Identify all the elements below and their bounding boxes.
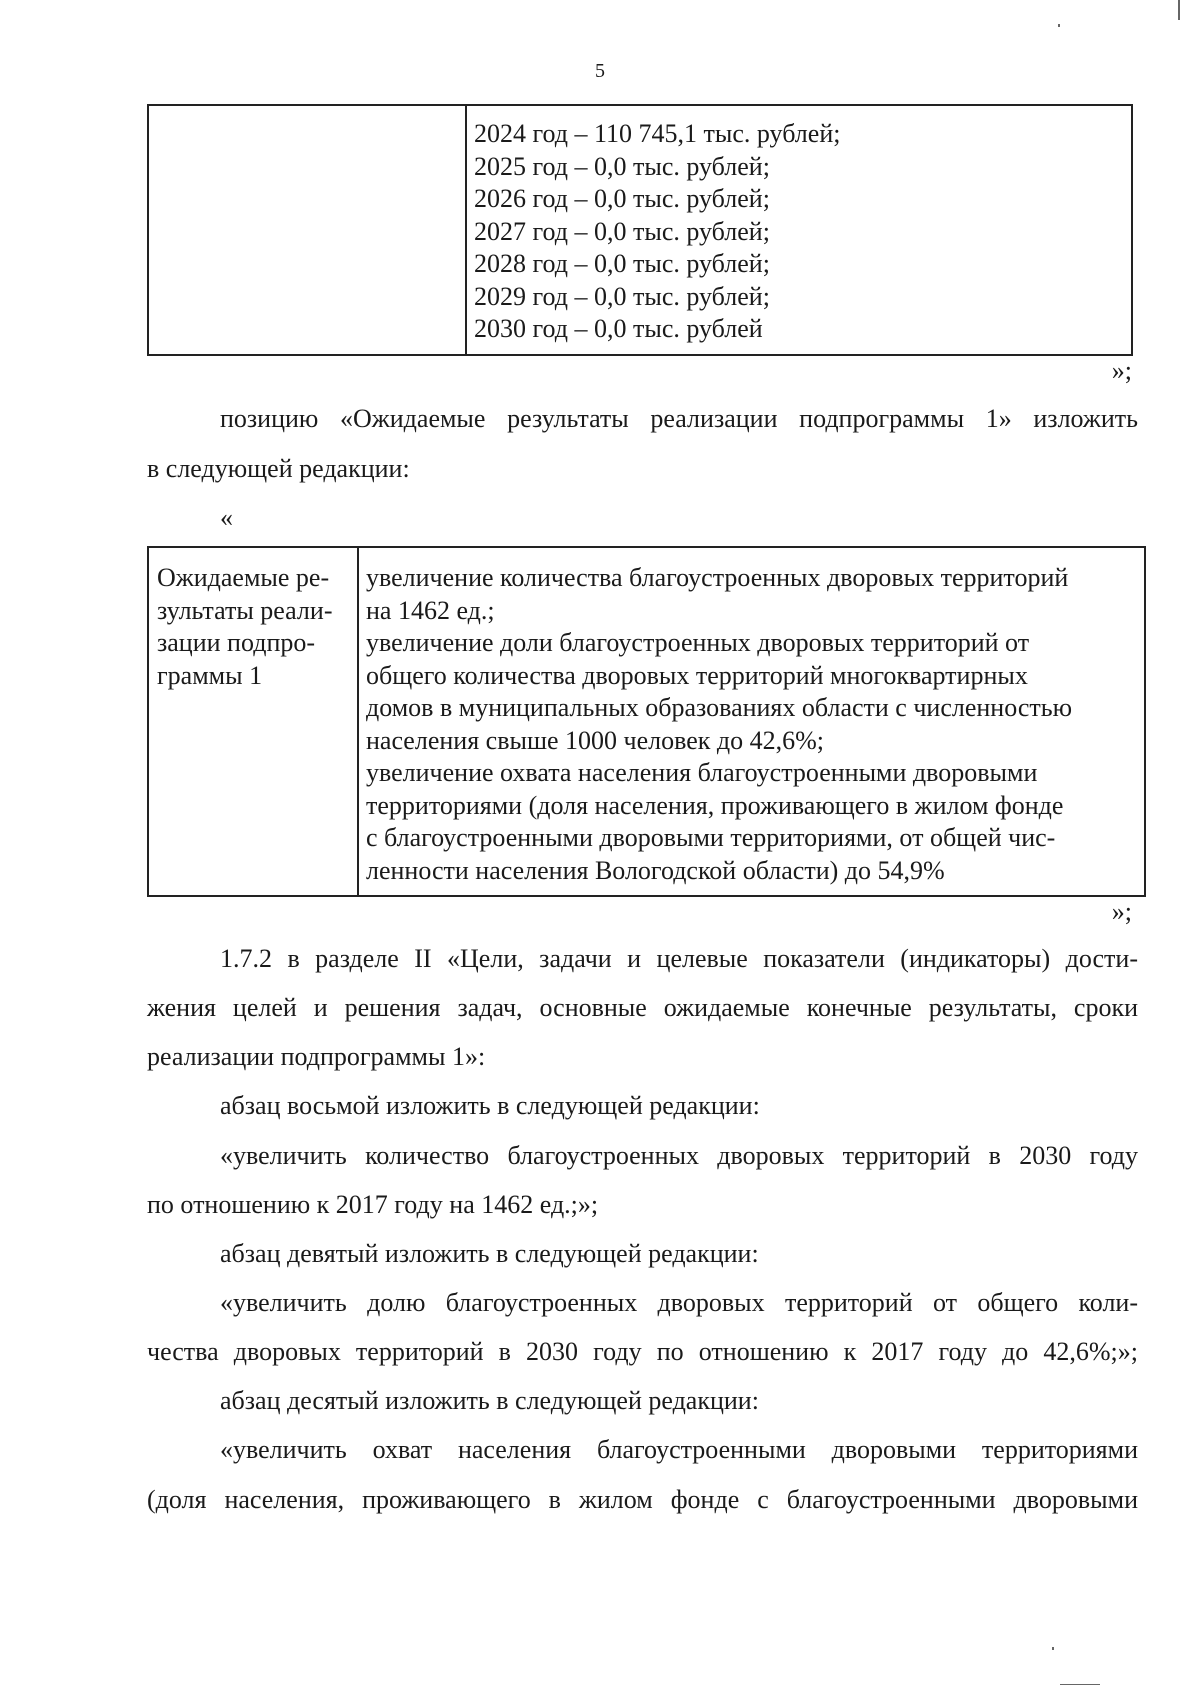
expected-results-content-cell — [358, 547, 1145, 896]
paragraph-line: абзац восьмой изложить в следующей редакции: — [220, 1091, 760, 1120]
paragraph-line: позицию «Ожидаемые результаты реализации подпрограммы 1» изложить — [220, 404, 1138, 433]
funding-line: 2027 год – 0,0 тыс. рублей; — [474, 216, 770, 246]
paragraph-line: 1.7.2 в разделе II «Цели, задачи и целевые показатели (индикаторы) дости- — [220, 944, 1138, 973]
label-line: Ожидаемые ре- — [157, 563, 330, 592]
closing-quote: »; — [1111, 356, 1132, 385]
scan-artifact-mark — [1178, 0, 1180, 20]
paragraph-line: жения целей и решения задач, основные ожидаемые конечные результаты, сроки — [147, 993, 1138, 1022]
scan-artifact-mark — [1058, 24, 1060, 27]
funding-line: 2028 год – 0,0 тыс. рублей; — [474, 249, 770, 278]
result-line: населения свыше 1000 человек до 42,6%; — [366, 725, 824, 755]
label-line: зации подпро- — [157, 628, 316, 657]
paragraph-line: абзац девятый изложить в следующей редакции: — [220, 1239, 759, 1268]
label-line: зультаты реали- — [157, 595, 333, 625]
result-line: на 1462 ед.; — [366, 595, 495, 625]
result-line: увеличение доли благоустроенных дворовых территорий от — [366, 628, 1030, 657]
paragraph-line: реализации подпрограммы 1»: — [147, 1042, 486, 1071]
funding-line: 2026 год – 0,0 тыс. рублей; — [474, 184, 770, 213]
funding-line: 2025 год – 0,0 тыс. рублей; — [474, 151, 770, 181]
result-line: с благоустроенными дворовыми территориями, от общей чис- — [366, 823, 1056, 852]
result-line: увеличение охвата населения благоустроенными дворовыми — [366, 758, 1038, 787]
paragraph-line: (доля населения, проживающего в жилом фонде с благоустроенными дворовыми — [147, 1485, 1138, 1514]
paragraph-line: «увеличить количество благоустроенных дворовых территорий в 2030 году — [220, 1141, 1138, 1170]
expected-results-table — [147, 546, 1146, 897]
funding-table-empty-cell — [148, 105, 466, 355]
paragraph-line: абзац десятый изложить в следующей редакции: — [220, 1386, 759, 1415]
result-line: общего количества дворовых территорий многоквартирных — [366, 660, 1028, 690]
result-line: увеличение количества благоустроенных дворовых территорий — [366, 563, 1069, 592]
result-line: домов в муниципальных образованиях области с численностью — [366, 693, 1073, 722]
funding-line: 2024 год – 110 745,1 тыс. рублей; — [474, 119, 841, 148]
closing-quote: »; — [1111, 897, 1132, 926]
funding-line: 2030 год – 0,0 тыс. рублей — [474, 314, 763, 343]
funding-table — [147, 104, 1133, 356]
funding-table-values-cell — [466, 105, 1132, 355]
paragraph-line: «увеличить долю благоустроенных дворовых территорий от общего коли- — [220, 1288, 1138, 1317]
opening-quote: « — [220, 503, 233, 532]
funding-line: 2029 год – 0,0 тыс. рублей; — [474, 281, 770, 311]
scan-artifact-mark — [1052, 1647, 1054, 1650]
label-line: граммы 1 — [157, 660, 263, 690]
paragraph-line: в следующей редакции: — [147, 454, 410, 483]
result-line: территориями (доля населения, проживающего в жилом фонде — [366, 790, 1064, 820]
paragraph-line: по отношению к 2017 году на 1462 ед.;»; — [147, 1190, 599, 1219]
result-line: ленности населения Вологодской области) до 54,9% — [366, 855, 945, 885]
expected-results-label-cell — [148, 547, 358, 896]
page-number: 5 — [595, 60, 605, 82]
scan-artifact-mark — [1060, 1684, 1100, 1685]
paragraph-line: чества дворовых территорий в 2030 году по отношению к 2017 году до 42,6%;»; — [147, 1337, 1138, 1366]
paragraph-line: «увеличить охват населения благоустроенными дворовыми территориями — [220, 1435, 1138, 1464]
